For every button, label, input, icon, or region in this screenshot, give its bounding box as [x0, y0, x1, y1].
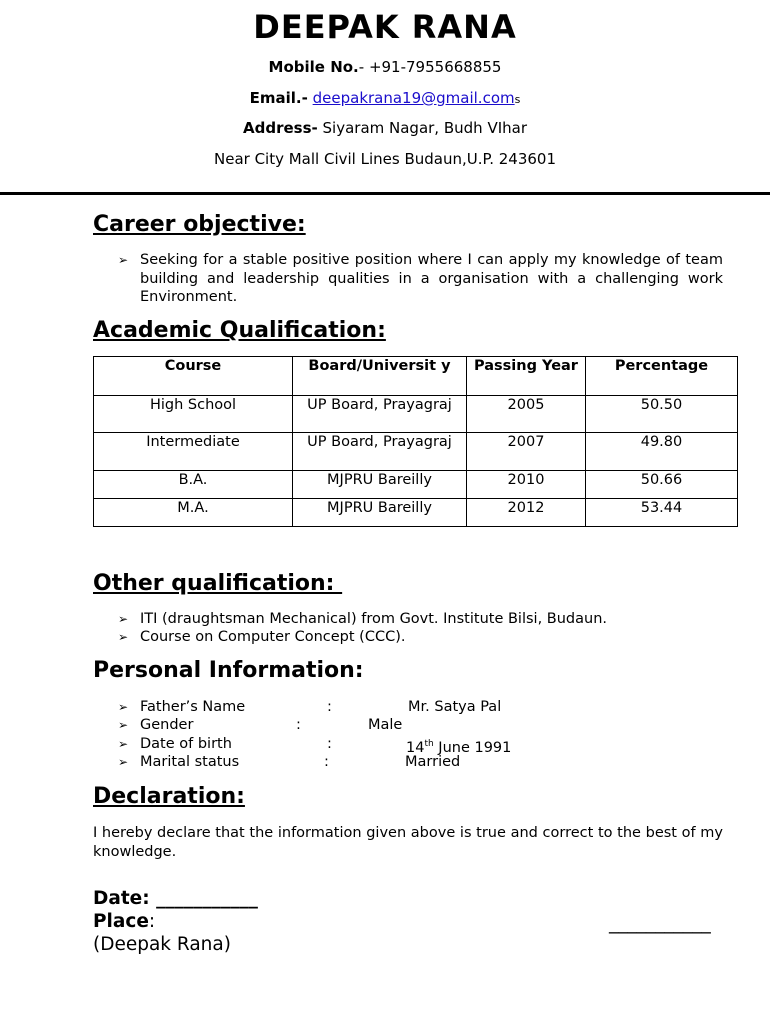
bullet-arrow-icon: ➢ [118, 718, 129, 732]
col-course: Course [94, 357, 293, 396]
dob-rest: June 1991 [433, 739, 512, 756]
cell-year: 2012 [467, 499, 586, 527]
cell-percentage: 49.80 [586, 433, 738, 471]
bullet-arrow-icon: ➢ [118, 700, 129, 714]
cell-percentage: 50.66 [586, 471, 738, 499]
resume-name: DEEPAK RANA [253, 8, 517, 46]
other-item-text: ITI (draughtsman Mechanical) from Govt. Institute Bilsi, Budaun. [140, 611, 608, 627]
table-header-row [94, 357, 738, 396]
personal-item [118, 716, 723, 735]
table-row [94, 471, 738, 499]
personal-label: Gender [140, 717, 194, 733]
address-label: Address- [243, 119, 318, 137]
other-heading: Other qualification: [93, 571, 343, 596]
personal-value: Married [405, 754, 461, 770]
cell-course: M.A. [94, 499, 293, 527]
personal-label: Father’s Name [140, 699, 246, 715]
col-passing-year: Passing Year [467, 357, 586, 396]
academic-table [93, 356, 738, 527]
declaration-text: I hereby declare that the information given above is true and correct to the best of my knowledge. [93, 825, 723, 860]
cell-course: B.A. [94, 471, 293, 499]
email-line [0, 89, 770, 107]
personal-item [118, 735, 723, 754]
other-item [118, 628, 723, 647]
cell-course: Intermediate [94, 433, 293, 471]
mobile-line [0, 58, 770, 76]
table-row [94, 396, 738, 433]
personal-heading: Personal Information: [93, 658, 364, 683]
cell-year: 2010 [467, 471, 586, 499]
cell-percentage: 53.44 [586, 499, 738, 527]
cell-board: UP Board, Prayagraj [293, 396, 467, 433]
col-percentage: Percentage [586, 357, 738, 396]
cell-course: High School [94, 396, 293, 433]
personal-colon: : [324, 754, 329, 770]
personal-item [118, 753, 723, 772]
col-board: Board/Universit y [293, 357, 467, 396]
mobile-label: Mobile No. [268, 58, 359, 76]
personal-value: Mr. Satya Pal [408, 699, 502, 715]
signature-blank: ___________ [609, 913, 711, 934]
place-line [93, 911, 155, 932]
table-row [94, 433, 738, 471]
bullet-arrow-icon: ➢ [118, 630, 129, 644]
cell-year: 2005 [467, 396, 586, 433]
place-colon: : [148, 911, 156, 932]
declaration-heading: Declaration: [93, 784, 245, 809]
career-text: Seeking for a stable positive position where I can apply my knowledge of team building and leadership qualities in a organisation with a challenging work Environment. [140, 252, 723, 305]
date-label: Date: [93, 888, 150, 909]
personal-label: Date of birth [140, 736, 232, 752]
email-suffix: s [514, 93, 521, 106]
other-item [118, 610, 723, 629]
bullet-arrow-icon: ➢ [118, 737, 129, 751]
personal-colon: : [296, 717, 301, 733]
bullet-arrow-icon: ➢ [118, 612, 129, 626]
email-link[interactable]: deepakrana19@gmail.com [312, 89, 515, 107]
cell-percentage: 50.50 [586, 396, 738, 433]
mobile-value: - +91-7955668855 [358, 58, 502, 76]
address-value: Siyaram Nagar, Budh VIhar [317, 119, 527, 137]
cell-board: MJPRU Bareilly [293, 499, 467, 527]
address-line-1 [0, 119, 770, 137]
table-row [94, 499, 738, 527]
dob-day: 14 [406, 739, 425, 756]
personal-value: Male [368, 717, 403, 733]
header-divider [0, 192, 770, 195]
career-heading: Career objective: [93, 212, 306, 237]
cell-board: UP Board, Prayagraj [293, 433, 467, 471]
personal-label: Marital status [140, 754, 240, 770]
address-line-2: Near City Mall Civil Lines Budaun,U.P. 243601 [214, 150, 556, 168]
email-label: Email.- [249, 89, 308, 107]
academic-heading: Academic Qualification: [93, 318, 386, 343]
cell-year: 2007 [467, 433, 586, 471]
date-blank: ___________ [149, 888, 258, 909]
personal-item [118, 698, 723, 717]
signature-name: (Deepak Rana) [93, 934, 231, 955]
place-label: Place [93, 911, 149, 932]
personal-colon: : [327, 699, 332, 715]
career-objective-item [118, 251, 723, 307]
cell-board: MJPRU Bareilly [293, 471, 467, 499]
personal-colon: : [327, 736, 332, 752]
bullet-arrow-icon: ➢ [118, 755, 129, 769]
dob-ordinal: th [424, 739, 434, 749]
other-item-text: Course on Computer Concept (CCC). [140, 629, 406, 645]
date-line [93, 888, 258, 909]
bullet-arrow-icon: ➢ [118, 253, 129, 267]
